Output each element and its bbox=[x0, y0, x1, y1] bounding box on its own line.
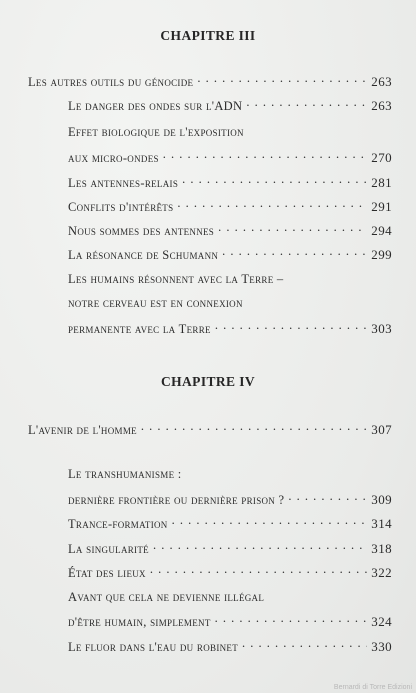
dot-leader bbox=[163, 150, 368, 162]
toc-entry-label: État des lieux bbox=[68, 566, 146, 580]
toc-entry bbox=[68, 639, 392, 657]
toc-entry bbox=[68, 125, 392, 143]
toc-entry bbox=[68, 272, 392, 290]
toc-entry-label: Le danger des ondes sur l'ADN bbox=[68, 99, 243, 113]
toc-entry bbox=[68, 492, 392, 510]
toc-page-number: 263 bbox=[371, 98, 392, 113]
toc-page-number: 281 bbox=[371, 175, 392, 190]
dot-leader bbox=[197, 74, 367, 86]
toc-entry-label: La résonance de Schumann bbox=[68, 248, 219, 262]
toc-entry bbox=[68, 541, 392, 559]
dot-leader bbox=[182, 175, 367, 187]
toc-entry-label: Effet biologique de l'exposition bbox=[68, 125, 244, 139]
toc-page-number: 314 bbox=[371, 516, 392, 531]
toc-entry bbox=[68, 223, 392, 241]
toc-page-number: 324 bbox=[371, 614, 392, 629]
toc-entry-label: Avant que cela ne devienne illégal bbox=[68, 590, 265, 604]
toc-entry bbox=[68, 614, 392, 632]
toc-entry-label: Les antennes-relais bbox=[68, 176, 179, 190]
toc-entry-label: Trance-formation bbox=[68, 517, 168, 531]
dot-leader bbox=[150, 565, 367, 577]
toc-entry-label: dernière frontière ou dernière prison ? bbox=[68, 493, 285, 507]
toc-entry-label: d'être humain, simplement bbox=[68, 615, 211, 629]
toc-page-number: 307 bbox=[371, 422, 392, 437]
dot-leader bbox=[222, 247, 367, 259]
toc-entry-label: Nous sommes des antennes bbox=[68, 224, 215, 238]
dot-leader bbox=[215, 321, 367, 333]
toc-entry-label: notre cerveau est en connexion bbox=[68, 296, 243, 310]
toc-entry-label: Le transhumanisme : bbox=[68, 467, 182, 481]
toc-entry bbox=[68, 247, 392, 265]
dot-leader bbox=[215, 614, 368, 626]
dot-leader bbox=[242, 639, 367, 651]
toc-page-number: 318 bbox=[371, 541, 392, 556]
toc-entry-label: Le fluor dans l'eau du robinet bbox=[68, 640, 239, 654]
toc-entry-label: aux micro-ondes bbox=[68, 151, 159, 165]
toc-entry-label: L'avenir de l'homme bbox=[28, 423, 137, 437]
toc-page-number: 330 bbox=[371, 639, 392, 654]
toc-entry bbox=[68, 516, 392, 534]
dot-leader bbox=[172, 516, 368, 528]
toc-entry bbox=[68, 296, 392, 314]
dot-leader bbox=[218, 223, 367, 235]
toc-page-number: 270 bbox=[371, 150, 392, 165]
toc-entry-label: Les autres outils du génocide bbox=[28, 75, 194, 89]
watermark: Bernardi di Torre Edizioni bbox=[333, 684, 412, 691]
toc-entry bbox=[68, 565, 392, 583]
toc-entry bbox=[68, 150, 392, 168]
toc-page-number: 299 bbox=[371, 247, 392, 262]
dot-leader bbox=[177, 199, 367, 211]
toc-entry bbox=[68, 590, 392, 608]
toc-entry bbox=[68, 175, 392, 193]
toc-entry-label: Les humains résonnent avec la Terre – bbox=[68, 272, 284, 286]
toc-entry-label: La singularité bbox=[68, 542, 149, 556]
dot-leader bbox=[153, 541, 367, 553]
toc-entry bbox=[68, 98, 392, 116]
chapter-heading: CHAPITRE III bbox=[160, 28, 256, 43]
toc-page-number: 291 bbox=[371, 199, 392, 214]
toc-page-number: 294 bbox=[371, 223, 392, 238]
dot-leader bbox=[288, 492, 367, 504]
dot-leader bbox=[246, 98, 367, 110]
toc-entry-label: permanente avec la Terre bbox=[68, 322, 211, 336]
toc-entry-label: Conflits d'intérêts bbox=[68, 200, 174, 214]
toc-entry bbox=[68, 321, 392, 339]
toc-entry bbox=[28, 74, 392, 92]
chapter-heading: CHAPITRE IV bbox=[160, 374, 256, 389]
toc-entry bbox=[68, 199, 392, 217]
toc-entry bbox=[28, 422, 392, 440]
dot-leader bbox=[141, 422, 367, 434]
toc-page-number: 263 bbox=[371, 74, 392, 89]
toc-page-number: 309 bbox=[371, 492, 392, 507]
toc-page-number: 322 bbox=[371, 565, 392, 580]
toc-entry bbox=[68, 467, 392, 485]
toc-page-number: 303 bbox=[371, 321, 392, 336]
